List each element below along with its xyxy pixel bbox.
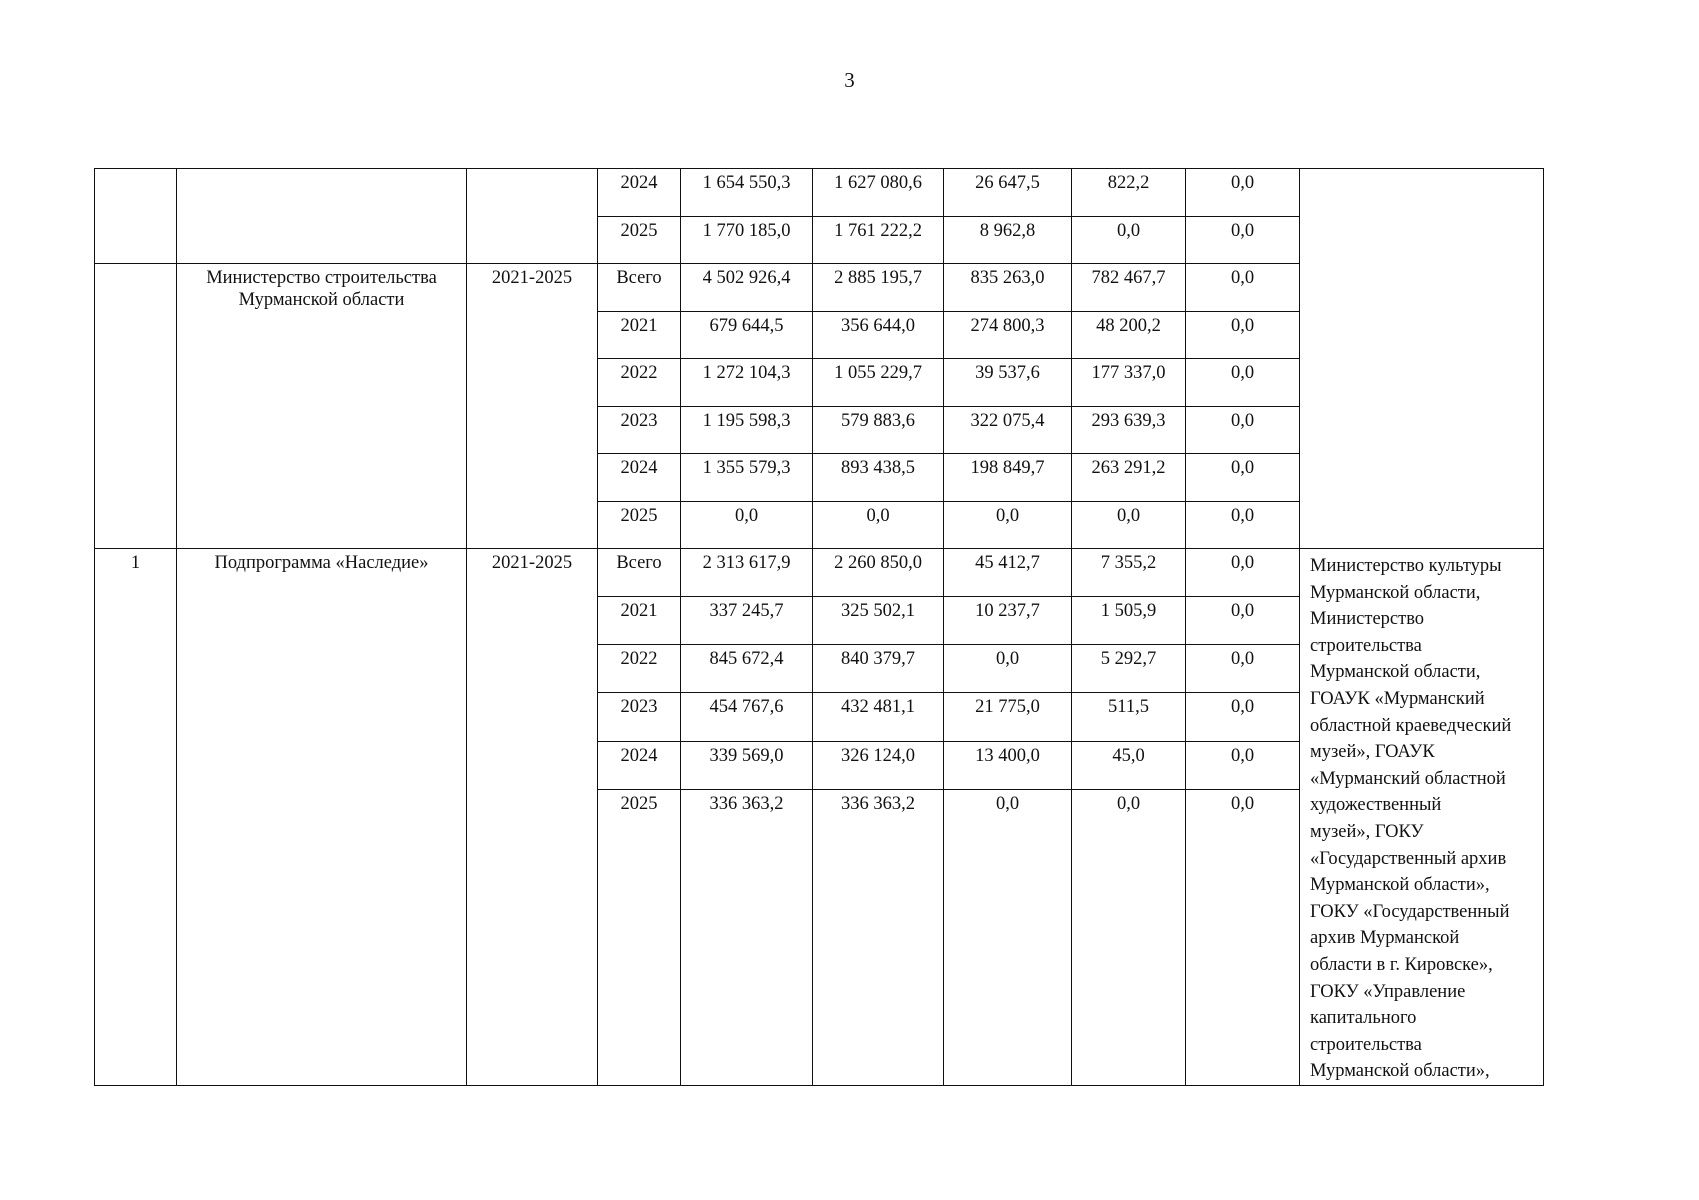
amount-cell: 45,0: [1072, 741, 1186, 789]
total-cell: 0,0: [681, 501, 813, 549]
number-cell: 1: [95, 549, 177, 1086]
total-cell: 336 363,2: [681, 789, 813, 1085]
total-cell: 2 313 617,9: [681, 549, 813, 597]
executor-line: архив Мурманской: [1310, 928, 1460, 949]
executor-line: областной краеведческий: [1310, 715, 1512, 736]
number-cell: [95, 169, 177, 264]
amount-cell: 0,0: [1186, 501, 1300, 549]
year-cell: Всего: [598, 549, 681, 597]
executor-line: музей», ГОКУ: [1310, 821, 1424, 842]
executor-line: Министерство культуры: [1310, 556, 1502, 576]
executor-line: ГОАУК «Мурманский: [1310, 688, 1485, 709]
total-cell: 1 654 550,3: [681, 169, 813, 217]
amount-cell: 782 467,7: [1072, 264, 1186, 312]
year-cell: 2023: [598, 406, 681, 454]
amount-cell: 0,0: [1072, 501, 1186, 549]
total-cell: 339 569,0: [681, 741, 813, 789]
amount-cell: 263 291,2: [1072, 454, 1186, 502]
total-cell: 1 355 579,3: [681, 454, 813, 502]
amount-cell: 893 438,5: [813, 454, 944, 502]
amount-cell: 0,0: [1186, 359, 1300, 407]
amount-cell: 10 237,7: [944, 597, 1072, 645]
executor-line: строительства: [1310, 1034, 1422, 1055]
amount-cell: 511,5: [1072, 693, 1186, 741]
table-row: [95, 169, 1544, 217]
period-cell: [467, 169, 598, 264]
amount-cell: 322 075,4: [944, 406, 1072, 454]
subprogram-name-cell: Подпрограмма «Наследие»: [177, 549, 467, 1086]
year-cell: 2021: [598, 597, 681, 645]
amount-cell: 274 800,3: [944, 311, 1072, 359]
total-cell: 4 502 926,4: [681, 264, 813, 312]
amount-cell: 0,0: [1186, 741, 1300, 789]
amount-cell: 0,0: [1186, 789, 1300, 1085]
amount-cell: 356 644,0: [813, 311, 944, 359]
amount-cell: 0,0: [1186, 693, 1300, 741]
amount-cell: 0,0: [1186, 454, 1300, 502]
amount-cell: 7 355,2: [1072, 549, 1186, 597]
executor-line: капитального: [1310, 1008, 1417, 1029]
amount-cell: 0,0: [1186, 645, 1300, 693]
executors-cell: [1300, 169, 1544, 549]
amount-cell: 325 502,1: [813, 597, 944, 645]
amount-cell: 2 885 195,7: [813, 264, 944, 312]
amount-cell: 1 627 080,6: [813, 169, 944, 217]
amount-cell: 0,0: [1186, 264, 1300, 312]
total-cell: 454 767,6: [681, 693, 813, 741]
executor-line: Мурманской области,: [1310, 582, 1481, 603]
amount-cell: 45 412,7: [944, 549, 1072, 597]
amount-cell: 0,0: [1186, 216, 1300, 264]
year-cell: 2021: [598, 311, 681, 359]
executor-line: «Мурманский областной: [1310, 768, 1506, 789]
year-cell: 2024: [598, 454, 681, 502]
amount-cell: 5 292,7: [1072, 645, 1186, 693]
executor-line: Мурманской области»,: [1310, 875, 1490, 896]
executor-line: области в г. Кировске»,: [1310, 954, 1493, 975]
amount-cell: 1 505,9: [1072, 597, 1186, 645]
period-cell: 2021-2025: [467, 264, 598, 549]
funding-table: [94, 168, 1544, 1086]
amount-cell: 0,0: [1186, 169, 1300, 217]
executor-line: ГОКУ «Государственный: [1310, 901, 1510, 922]
year-cell: 2023: [598, 693, 681, 741]
year-cell: 2022: [598, 645, 681, 693]
amount-cell: 0,0: [944, 501, 1072, 549]
executor-line: строительства: [1310, 635, 1422, 656]
executor-line: Мурманской области,: [1310, 662, 1481, 683]
amount-cell: 0,0: [1186, 597, 1300, 645]
amount-cell: 822,2: [1072, 169, 1186, 217]
year-cell: 2025: [598, 216, 681, 264]
amount-cell: 0,0: [1186, 406, 1300, 454]
amount-cell: 8 962,8: [944, 216, 1072, 264]
page-number: 3: [844, 68, 855, 92]
amount-cell: 432 481,1: [813, 693, 944, 741]
total-cell: 337 245,7: [681, 597, 813, 645]
year-cell: Всего: [598, 264, 681, 312]
amount-cell: 0,0: [813, 501, 944, 549]
amount-cell: 198 849,7: [944, 454, 1072, 502]
amount-cell: 0,0: [1072, 216, 1186, 264]
amount-cell: 1 055 229,7: [813, 359, 944, 407]
amount-cell: 26 647,5: [944, 169, 1072, 217]
amount-cell: 0,0: [944, 789, 1072, 1085]
period-cell: 2021-2025: [467, 549, 598, 1086]
amount-cell: 336 363,2: [813, 789, 944, 1085]
amount-cell: 0,0: [1072, 789, 1186, 1085]
year-cell: 2025: [598, 501, 681, 549]
amount-cell: 293 639,3: [1072, 406, 1186, 454]
executors-cell: [1300, 549, 1544, 1086]
executor-line: музей», ГОАУК: [1310, 742, 1435, 763]
total-cell: 845 672,4: [681, 645, 813, 693]
amount-cell: 326 124,0: [813, 741, 944, 789]
amount-cell: 48 200,2: [1072, 311, 1186, 359]
year-cell: 2024: [598, 169, 681, 217]
year-cell: 2024: [598, 741, 681, 789]
executor-line: художественный: [1310, 795, 1442, 816]
amount-cell: 0,0: [1186, 549, 1300, 597]
executor-line: Министерство: [1310, 609, 1425, 630]
total-cell: 1 272 104,3: [681, 359, 813, 407]
year-cell: 2025: [598, 789, 681, 1085]
year-cell: 2022: [598, 359, 681, 407]
amount-cell: 0,0: [944, 645, 1072, 693]
amount-cell: 13 400,0: [944, 741, 1072, 789]
amount-cell: 2 260 850,0: [813, 549, 944, 597]
name-cell: [177, 169, 467, 264]
executor-line: Мурманской области»,: [1310, 1061, 1490, 1082]
amount-cell: 0,0: [1186, 311, 1300, 359]
amount-cell: 579 883,6: [813, 406, 944, 454]
ministry-name-cell: Министерство строительства Мурманской области: [177, 264, 467, 549]
amount-cell: 835 263,0: [944, 264, 1072, 312]
number-cell: [95, 264, 177, 549]
amount-cell: 1 761 222,2: [813, 216, 944, 264]
executor-line: «Государственный архив: [1310, 848, 1507, 869]
total-cell: 679 644,5: [681, 311, 813, 359]
amount-cell: 39 537,6: [944, 359, 1072, 407]
amount-cell: 177 337,0: [1072, 359, 1186, 407]
table-row: [95, 549, 1544, 597]
total-cell: 1 195 598,3: [681, 406, 813, 454]
executor-line: ГОКУ «Управление: [1310, 981, 1466, 1002]
amount-cell: 21 775,0: [944, 693, 1072, 741]
amount-cell: 840 379,7: [813, 645, 944, 693]
total-cell: 1 770 185,0: [681, 216, 813, 264]
